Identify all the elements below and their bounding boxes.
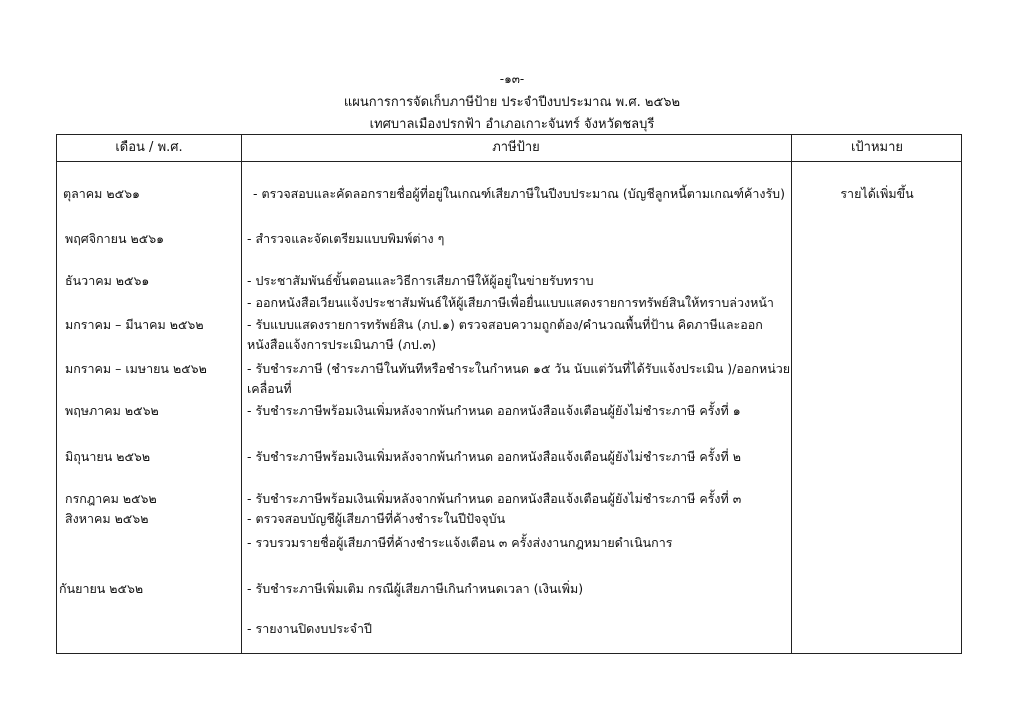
month-cell: กรกฎาคม ๒๕๖๒ <box>65 491 157 506</box>
header-tax: ภาษีป้าย <box>492 140 540 155</box>
activity-line: - รวบรวมรายชื่อผู้เสียภาษีที่ค้างชำระแจ้งเตือน ๓ ครั้งส่งงานกฎหมายดำเนินการ <box>247 535 673 550</box>
activity-line: หนังสือแจ้งการประเมินภาษี (ภป.๓) <box>247 337 437 352</box>
month-cell: มกราคม – มีนาคม ๒๕๖๒ <box>65 317 204 332</box>
column-divider <box>241 135 242 653</box>
activity-line: - สำรวจและจัดเตรียมแบบพิมพ์ต่าง ๆ <box>247 231 445 246</box>
plan-table <box>56 134 962 654</box>
activity-line: - รับชำระภาษีพร้อมเงินเพิ่มหลังจากพ้นกำหนด ออกหนังสือแจ้งเตือนผู้ยังไม่ชำระภาษี ครั้งที่ ๑ <box>247 403 741 418</box>
header-month: เดือน / พ.ศ. <box>115 140 183 155</box>
header-target: เป้าหมาย <box>850 140 904 155</box>
document-title: แผนการการจัดเก็บภาษีป้าย ประจำปีงบประมาณ พ.ศ. ๒๕๖๒ <box>343 95 681 110</box>
month-cell: กันยายน ๒๕๖๒ <box>59 581 144 596</box>
month-cell: มกราคม – เมษายน ๒๕๖๒ <box>65 361 207 376</box>
month-cell: ธันวาคม ๒๕๖๑ <box>65 273 150 288</box>
month-cell: พฤศจิกายน ๒๕๖๑ <box>65 231 165 246</box>
activity-line: - รับชำระภาษีพร้อมเงินเพิ่มหลังจากพ้นกำหนด ออกหนังสือแจ้งเตือนผู้ยังไม่ชำระภาษี ครั้งที่ ๒ <box>247 449 741 464</box>
activity-line: - ออกหนังสือเวียนแจ้งประชาสัมพันธ์ให้ผู้เสียภาษีเพื่อยื่นแบบแสดงรายการทรัพย์สินให้ทราบล่วงหน้า <box>247 295 774 310</box>
activity-line: - รับแบบแสดงรายการทรัพย์สิน (ภป.๑) ตรวจสอบความถูกต้อง/คำนวณพื้นที่ป้าน คิดภาษีและออก <box>247 317 763 332</box>
column-divider <box>791 135 792 653</box>
activity-line: - ตรวจสอบบัญชีผู้เสียภาษีที่ค้างชำระในปีปัจจุบัน <box>247 511 506 526</box>
header-divider <box>57 161 961 162</box>
target-cell: รายได้เพิ่มขึ้น <box>840 186 914 201</box>
activity-line: - รายงานปิดงบประจำปี <box>247 621 372 636</box>
activity-line: - ตรวจสอบและคัดลอกรายชื่อผู้ที่อยู่ในเกณฑ์เสียภาษีในปีงบประมาณ (บัญชีลูกหนี้ตามเกณฑ์ค้างรับ) <box>253 186 785 201</box>
activity-line: - รับชำระภาษีเพิ่มเติม กรณีผู้เสียภาษีเกินกำหนดเวลา (เงินเพิ่ม) <box>247 581 584 596</box>
document-subtitle: เทศบาลเมืองปรกฟ้า อำเภอเกาะจันทร์ จังหวัดชลบุรี <box>369 117 655 132</box>
month-cell: ตุลาคม ๒๕๖๑ <box>63 186 140 201</box>
activity-line: - ประชาสัมพันธ์ขั้นตอนและวิธีการเสียภาษีให้ผู้อยู่ในข่ายรับทราบ <box>247 273 594 288</box>
month-cell: มิถุนายน ๒๕๖๒ <box>65 449 151 464</box>
month-cell: สิงหาคม ๒๕๖๒ <box>65 511 149 526</box>
activity-line: เคลื่อนที่ <box>247 381 292 396</box>
month-cell: พฤษภาคม ๒๕๖๒ <box>65 403 159 418</box>
page-number: -๑๓- <box>499 72 525 86</box>
activity-line: - รับชำระภาษี (ชำระภาษีในทันทีหรือชำระในกำหนด ๑๕ วัน นับแต่วันที่ได้รับแจ้งประเมิน )/ออกหน่วย <box>247 361 791 376</box>
activity-line: - รับชำระภาษีพร้อมเงินเพิ่มหลังจากพ้นกำหนด ออกหนังสือแจ้งเตือนผู้ยังไม่ชำระภาษี ครั้งที่ ๓ <box>247 491 742 506</box>
